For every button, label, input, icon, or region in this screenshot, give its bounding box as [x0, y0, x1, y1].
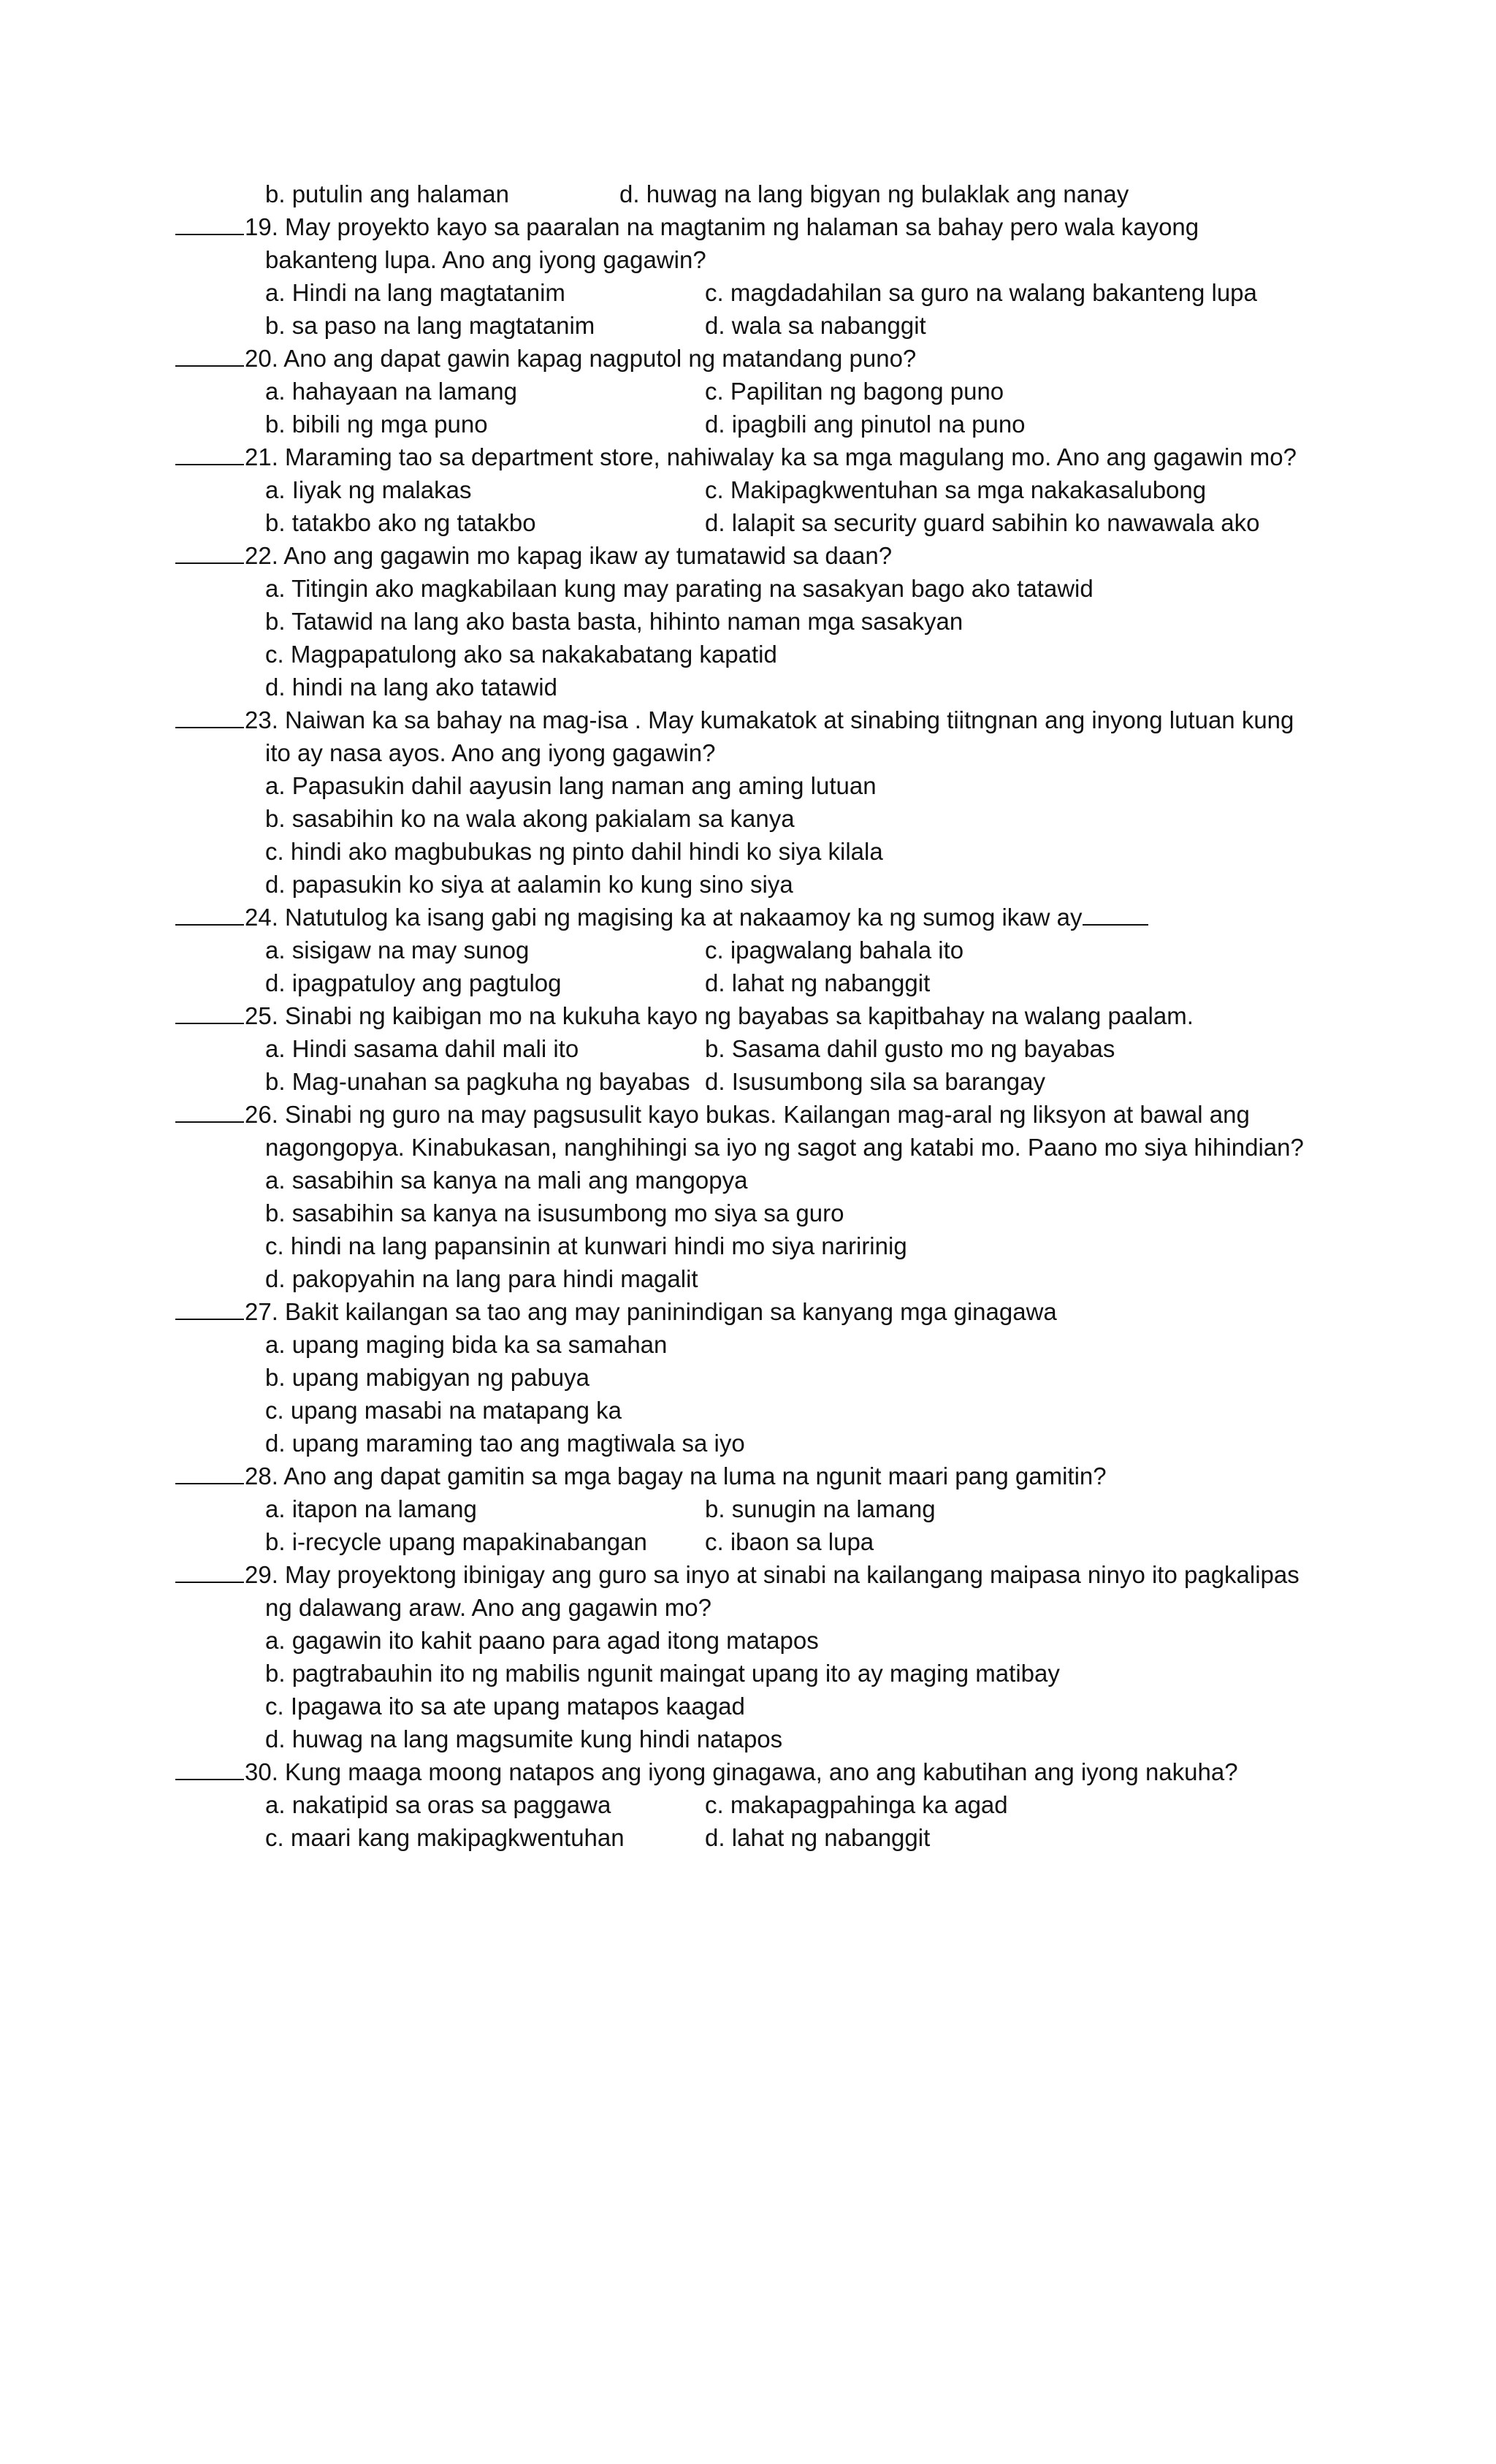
option: d. huwag na lang magsumite kung hindi natapos: [265, 1725, 783, 1752]
option-line: [175, 1262, 1344, 1295]
question-text: 21. Maraming tao sa department store, nahiwalay ka sa mga magulang mo. Ano ang gagawin mo?: [245, 443, 1297, 470]
option: d. ipagbili ang pinutol na puno: [705, 411, 1026, 438]
option-line: [175, 1229, 1344, 1262]
question-item: [175, 1755, 1344, 1788]
option-line: [175, 1657, 1344, 1690]
option: b. tatakbo ako ng tatakbo: [265, 509, 536, 536]
options-row: [175, 375, 1344, 408]
option: d. upang maraming tao ang magtiwala sa iyo: [265, 1430, 745, 1457]
question-text-continued: ng dalawang araw. Ano ang gagawin mo?: [265, 1594, 711, 1621]
option: a. nakatipid sa oras sa paggawa: [265, 1791, 611, 1818]
options-row: [175, 1525, 1344, 1558]
question-text: 22. Ano ang gagawin mo kapag ikaw ay tumatawid sa daan?: [245, 542, 893, 569]
options-row: [175, 1492, 1344, 1525]
option: b. bibili ng mga puno: [265, 411, 488, 438]
question-item: [175, 440, 1344, 473]
option-line: [175, 1427, 1344, 1460]
option: c. ibaon sa lupa: [705, 1528, 874, 1555]
option-line: [175, 769, 1344, 802]
options-row: [175, 934, 1344, 966]
option: b. Tatawid na lang ako basta basta, hihinto naman mga sasakyan: [265, 608, 963, 635]
option: c. Makipagkwentuhan sa mga nakakasalubong: [705, 476, 1207, 503]
option: d. Isusumbong sila sa barangay: [705, 1068, 1045, 1095]
question-text: 19. May proyekto kayo sa paaralan na magtanim ng halaman sa bahay pero wala kayong: [245, 213, 1199, 240]
option: d. huwag na lang bigyan ng bulaklak ang nanay: [619, 180, 1129, 207]
question-text: 27. Bakit kailangan sa tao ang may paninindigan sa kanyang mga ginagawa: [245, 1298, 1057, 1325]
option: a. upang maging bida ka sa samahan: [265, 1331, 668, 1358]
option-line: [175, 1197, 1344, 1229]
question-continuation: [175, 243, 1344, 276]
answer-blank[interactable]: [175, 703, 244, 728]
option: a. sasabihin sa kanya na mali ang mangopya: [265, 1167, 748, 1194]
question-continuation: [175, 736, 1344, 769]
option: c. maari kang makipagkwentuhan: [265, 1824, 625, 1851]
question-item: [175, 1558, 1344, 1591]
answer-blank[interactable]: [175, 1558, 244, 1583]
question-continuation: [175, 1131, 1344, 1164]
option: d. lahat ng nabanggit: [705, 1824, 931, 1851]
question-continuation: [175, 1591, 1344, 1624]
option: c. magdadahilan sa guro na walang bakanteng lupa: [705, 279, 1257, 306]
option: d. wala sa nabanggit: [705, 312, 926, 339]
option: b. i-recycle upang mapakinabangan: [265, 1528, 647, 1555]
question-text: 20. Ano ang dapat gawin kapag nagputol ng matandang puno?: [245, 345, 917, 372]
option: b. sunugin na lamang: [705, 1495, 936, 1522]
option: c. hindi na lang papansinin at kunwari hindi mo siya naririnig: [265, 1232, 907, 1259]
question-list: [175, 178, 1344, 1854]
option-line: [175, 638, 1344, 671]
question-text: 28. Ano ang dapat gamitin sa mga bagay na luma na ngunit maari pang gamitin?: [245, 1462, 1107, 1490]
option: c. hindi ako magbubukas ng pinto dahil hindi ko siya kilala: [265, 838, 883, 865]
options-row: [175, 1065, 1344, 1098]
question-text: 30. Kung maaga moong natapos ang iyong ginagawa, ano ang kabutihan ang iyong nakuha?: [245, 1758, 1238, 1785]
option: b. pagtrabauhin ito ng mabilis ngunit maingat upang ito ay maging matibay: [265, 1660, 1060, 1687]
question-item: [175, 1098, 1344, 1131]
option: a. Hindi sasama dahil mali ito: [265, 1035, 579, 1062]
option: c. Papilitan ng bagong puno: [705, 378, 1004, 405]
question-item: [175, 703, 1344, 736]
option: c. upang masabi na matapang ka: [265, 1397, 622, 1424]
answer-blank[interactable]: [175, 539, 244, 564]
option: a. Iiyak ng malakas: [265, 476, 472, 503]
option: d. hindi na lang ako tatawid: [265, 674, 557, 701]
question-text-continued: bakanteng lupa. Ano ang iyong gagawin?: [265, 246, 706, 273]
options-row: [175, 276, 1344, 309]
question-item: [175, 1295, 1344, 1328]
question-text: 26. Sinabi ng guro na may pagsusulit kayo bukas. Kailangan mag-aral ng liksyon at bawal ang: [245, 1101, 1250, 1128]
question-text-continued: ito ay nasa ayos. Ano ang iyong gagawin?: [265, 739, 716, 766]
option-line: [175, 605, 1344, 638]
option-line: [175, 1723, 1344, 1755]
option: b. Sasama dahil gusto mo ng bayabas: [705, 1035, 1115, 1062]
option: c. Magpapatulong ako sa nakakabatang kapatid: [265, 641, 777, 668]
option: b. sasabihin sa kanya na isusumbong mo siya sa guro: [265, 1199, 844, 1227]
option: a. hahayaan na lamang: [265, 378, 517, 405]
option: d. lahat ng nabanggit: [705, 969, 931, 996]
option-line: [175, 1690, 1344, 1723]
options-row: [175, 1821, 1344, 1854]
question-item: [175, 539, 1344, 572]
answer-blank[interactable]: [175, 1755, 244, 1780]
option: a. Titingin ako magkabilaan kung may parating na sasakyan bago ako tatawid: [265, 575, 1094, 602]
option-line: [175, 1164, 1344, 1197]
question-item: [175, 999, 1344, 1032]
options-row: [175, 473, 1344, 506]
options-row: [175, 309, 1344, 342]
option: b. upang mabigyan ng pabuya: [265, 1364, 590, 1391]
answer-blank[interactable]: [175, 210, 244, 235]
question-item: [175, 210, 1344, 243]
option-line: [175, 572, 1344, 605]
options-row: [175, 1788, 1344, 1821]
answer-blank[interactable]: [175, 901, 244, 926]
option-line: [175, 1624, 1344, 1657]
question-item: [175, 342, 1344, 375]
option-line: [175, 1394, 1344, 1427]
options-row: [175, 1032, 1344, 1065]
options-row: [175, 506, 1344, 539]
options-row: [175, 966, 1344, 999]
option: c. Ipagawa ito sa ate upang matapos kaagad: [265, 1693, 745, 1720]
answer-blank[interactable]: [175, 440, 244, 465]
answer-blank[interactable]: [175, 342, 244, 367]
question-text-continued: nagongopya. Kinabukasan, nanghihingi sa iyo ng sagot ang katabi mo. Paano mo siya hihindian?: [265, 1134, 1304, 1161]
options-row: [175, 408, 1344, 440]
inline-answer-blank[interactable]: [1083, 901, 1148, 926]
option: d. pakopyahin na lang para hindi magalit: [265, 1265, 698, 1292]
option-line: [175, 802, 1344, 835]
carryover-options-row: [175, 178, 1344, 210]
question-text: 23. Naiwan ka sa bahay na mag-isa . May kumakatok at sinabing tiitngnan ang inyong lutuan kung: [245, 706, 1294, 733]
option: b. sa paso na lang magtatanim: [265, 312, 595, 339]
option: d. lalapit sa security guard sabihin ko nawawala ako: [705, 509, 1260, 536]
option: a. sisigaw na may sunog: [265, 937, 530, 964]
question-text: 29. May proyektong ibinigay ang guro sa inyo at sinabi na kailangang maipasa ninyo ito pagkalipas: [245, 1561, 1300, 1588]
option: a. gagawin ito kahit paano para agad itong matapos: [265, 1627, 819, 1654]
question-item: [175, 1460, 1344, 1492]
answer-blank[interactable]: [175, 1460, 244, 1484]
option: b. Mag-unahan sa pagkuha ng bayabas: [265, 1068, 690, 1095]
question-text: 24. Natutulog ka isang gabi ng magising ka at nakaamoy ka ng sumog ikaw ay: [245, 904, 1083, 931]
option-line: [175, 835, 1344, 868]
option-line: [175, 671, 1344, 703]
answer-blank[interactable]: [175, 1295, 244, 1320]
option: a. itapon na lamang: [265, 1495, 477, 1522]
answer-blank[interactable]: [175, 1098, 244, 1123]
option: d. papasukin ko siya at aalamin ko kung sino siya: [265, 871, 793, 898]
question-text: 25. Sinabi ng kaibigan mo na kukuha kayo ng bayabas sa kapitbahay na walang paalam.: [245, 1002, 1194, 1029]
option: c. makapagpahinga ka agad: [705, 1791, 1008, 1818]
question-item: [175, 901, 1344, 934]
option: b. putulin ang halaman: [265, 180, 509, 207]
option: a. Papasukin dahil aayusin lang naman ang aming lutuan: [265, 772, 877, 799]
option: d. ipagpatuloy ang pagtulog: [265, 969, 562, 996]
answer-blank[interactable]: [175, 999, 244, 1024]
option-line: [175, 868, 1344, 901]
option-line: [175, 1328, 1344, 1361]
option: a. Hindi na lang magtatanim: [265, 279, 565, 306]
option: c. ipagwalang bahala ito: [705, 937, 964, 964]
option: b. sasabihin ko na wala akong pakialam sa kanya: [265, 805, 795, 832]
option-line: [175, 1361, 1344, 1394]
